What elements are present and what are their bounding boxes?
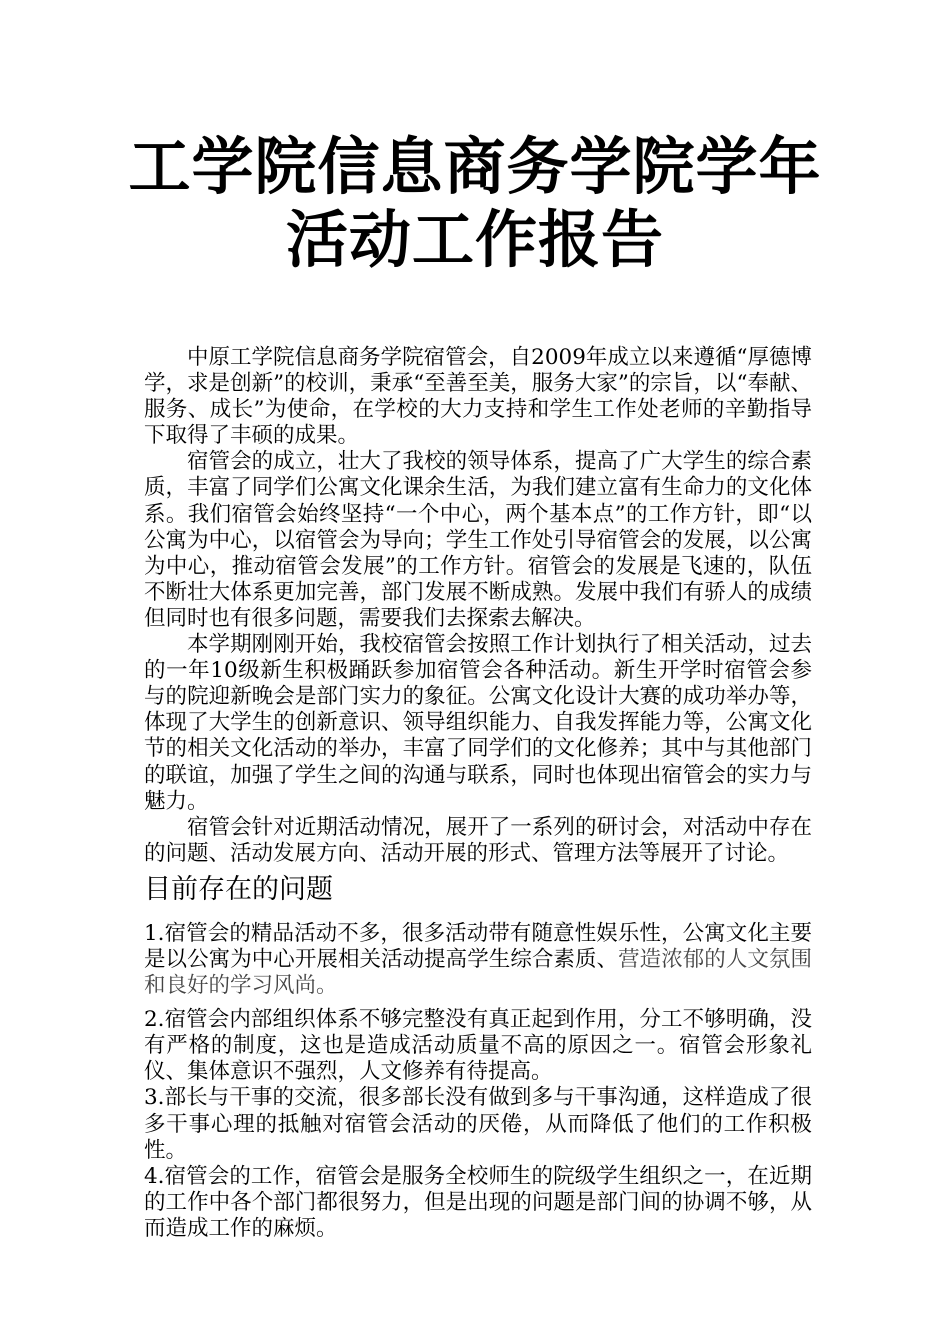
paragraph-4: 宿管会针对近期活动情况，展开了一系列的研讨会，对活动中存在的问题、活动发展方向、活动开展的形式、管理方法等展开了讨论。: [144, 814, 812, 866]
section-heading: 目前存在的问题: [144, 873, 333, 905]
document-body: [144, 345, 812, 1242]
paragraph-3: 本学期刚刚开始，我校宿管会按照工作计划执行了相关活动，过去的一年10级新生积极踊跃参加宿管会各种活动。新生开学时宿管会参与的院迎新晚会是部门实力的象征。公寓文化设计大赛的成功举办等，体现了大学生的创新意识、领导组织能力、自我发挥能力等，公寓文化节的相关文化活动的举办，丰富了同学们的文化修养；其中与其他部门的联谊，加强了学生之间的沟通与联系，同时也体现出宿管会的实力与魅力。: [144, 632, 812, 814]
paragraph-2: 宿管会的成立，壮大了我校的领导体系，提高了广大学生的综合素质，丰富了同学们公寓文化课余生活，为我们建立富有生命力的文化体系。我们宿管会始终坚持“一个中心，两个基本点”的工作方针，即“以公寓为中心，以宿管会为导向；学生工作处引导宿管会的发展，以公寓为中心，推动宿管会发展”的工作方针。宿管会的发展是飞速的，队伍不断壮大体系更加完善，部门发展不断成熟。发展中我们有骄人的成绩但同时也有很多问题，需要我们去探索去解决。: [144, 449, 812, 631]
issue-item-3: 3.部长与干事的交流，很多部长没有做到多与干事沟通，这样造成了很多干事心理的抵触对宿管会活动的厌倦，从而降低了他们的工作积极性。: [144, 1085, 812, 1163]
issue-item-1-tail: 营造浓郁的人文氛围和良好的学习风尚。: [144, 946, 812, 999]
issue-item-4: 4.宿管会的工作，宿管会是服务全校师生的院级学生组织之一，在近期的工作中各个部门都很努力，但是出现的问题是部门间的协调不够，从而造成工作的麻烦。: [144, 1163, 812, 1241]
document-title-line-1: 工学院信息商务学院学年: [128, 130, 822, 203]
issue-item-2: 2.宿管会内部组织体系不够完整没有真正起到作用，分工不够明确，没有严格的制度，这也是造成活动质量不高的原因之一。宿管会形象礼仪、集体意识不强烈，人文修养有待提高。: [144, 1007, 812, 1085]
paragraph-1: 中原工学院信息商务学院宿管会，自2009年成立以来遵循“厚德博学，求是创新”的校训，秉承“至善至美，服务大家”的宗旨，以“奉献、服务、成长”为使命，在学校的大力支持和学生工作处老师的辛勤指导下取得了丰硕的成果。: [144, 345, 812, 449]
issue-item-1-main: 1.宿管会的精品活动不多，很多活动带有随意性娱乐性，公寓文化主要是以公寓为中心开展相关活动提高学生综合素质、: [144, 920, 812, 972]
document-title-line-2: 活动工作报告: [285, 203, 664, 276]
issue-item-1: [144, 921, 812, 999]
